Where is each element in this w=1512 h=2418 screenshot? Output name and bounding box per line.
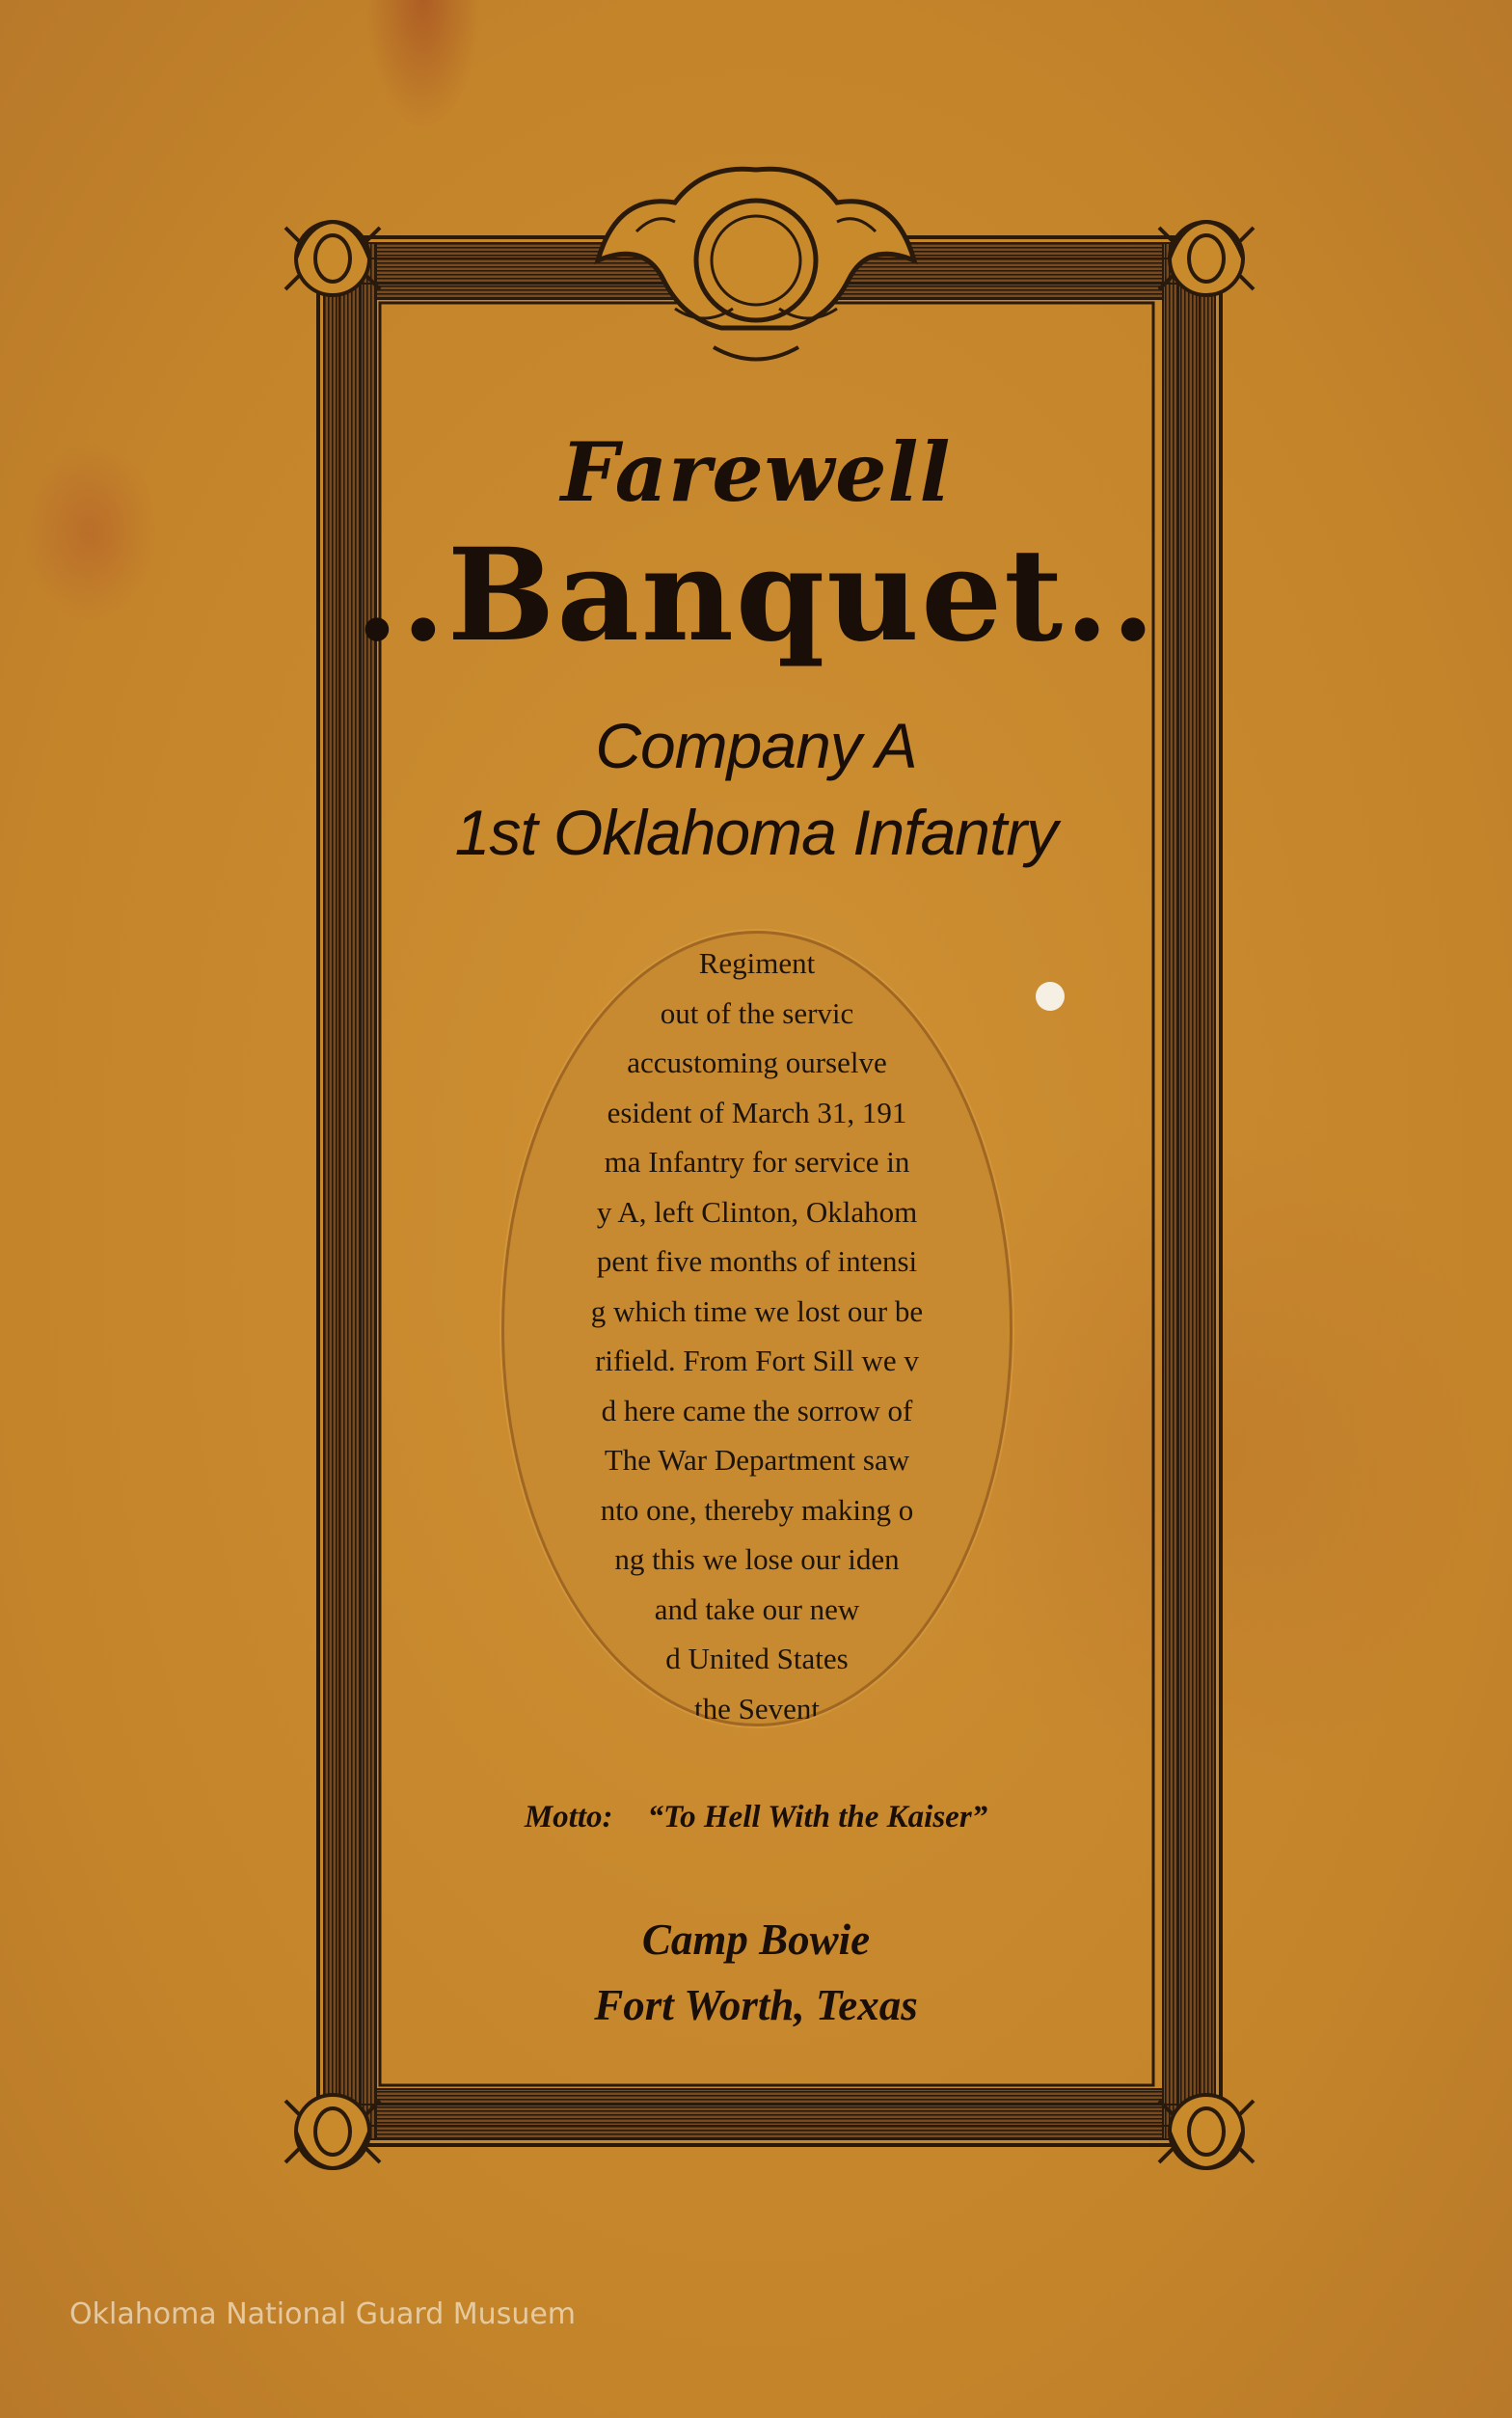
oval-text-line: rifield. From Fort Sill we v: [595, 1344, 919, 1377]
oval-text-line: and take our new: [654, 1591, 860, 1626]
oval-text-line: d United States: [665, 1642, 849, 1675]
motto-text: “To Hell With the Kaiser”: [647, 1800, 988, 1834]
company-name: Company A: [595, 710, 917, 781]
oval-text-line: pent five months of intensi: [596, 1244, 918, 1278]
regiment-name: 1st Oklahoma Infantry: [454, 797, 1058, 868]
title-farewell: Farewell: [560, 424, 952, 520]
oval-text-line: the Sevent: [694, 1691, 820, 1725]
oval-window-text: [501, 938, 1012, 1726]
oval-text-line: The War Department saw: [604, 1443, 910, 1477]
paper-hole: [1036, 982, 1065, 1011]
title-banquet: ..Banquet..: [354, 521, 1158, 670]
oval-die-cut-window: [501, 931, 1012, 1726]
oval-text-line: d here came the sorrow of: [601, 1393, 913, 1427]
motto: [0, 1800, 1512, 1835]
oval-text-line: g which time we lost our be: [590, 1293, 924, 1328]
oval-text-line: out of the servic: [660, 995, 854, 1030]
museum-watermark: Oklahoma National Guard Musuem: [69, 2297, 577, 2331]
camp-name: Camp Bowie: [641, 1915, 871, 1964]
motto-label: Motto:: [524, 1800, 613, 1834]
oval-text-line: y A, left Clinton, Oklahom: [596, 1194, 918, 1229]
oval-text-line: Regiment: [698, 946, 816, 980]
oval-text-line: nto one, thereby making o: [600, 1492, 914, 1527]
oval-text-line: accustoming ourselve: [627, 1046, 887, 1079]
oval-text-line: esident of March 31, 191: [607, 1095, 907, 1129]
camp-location: Fort Worth, Texas: [594, 1981, 918, 2029]
oval-text-line: ng this we lose our iden: [614, 1542, 900, 1576]
oval-text-line: ma Infantry for service in: [604, 1145, 910, 1179]
